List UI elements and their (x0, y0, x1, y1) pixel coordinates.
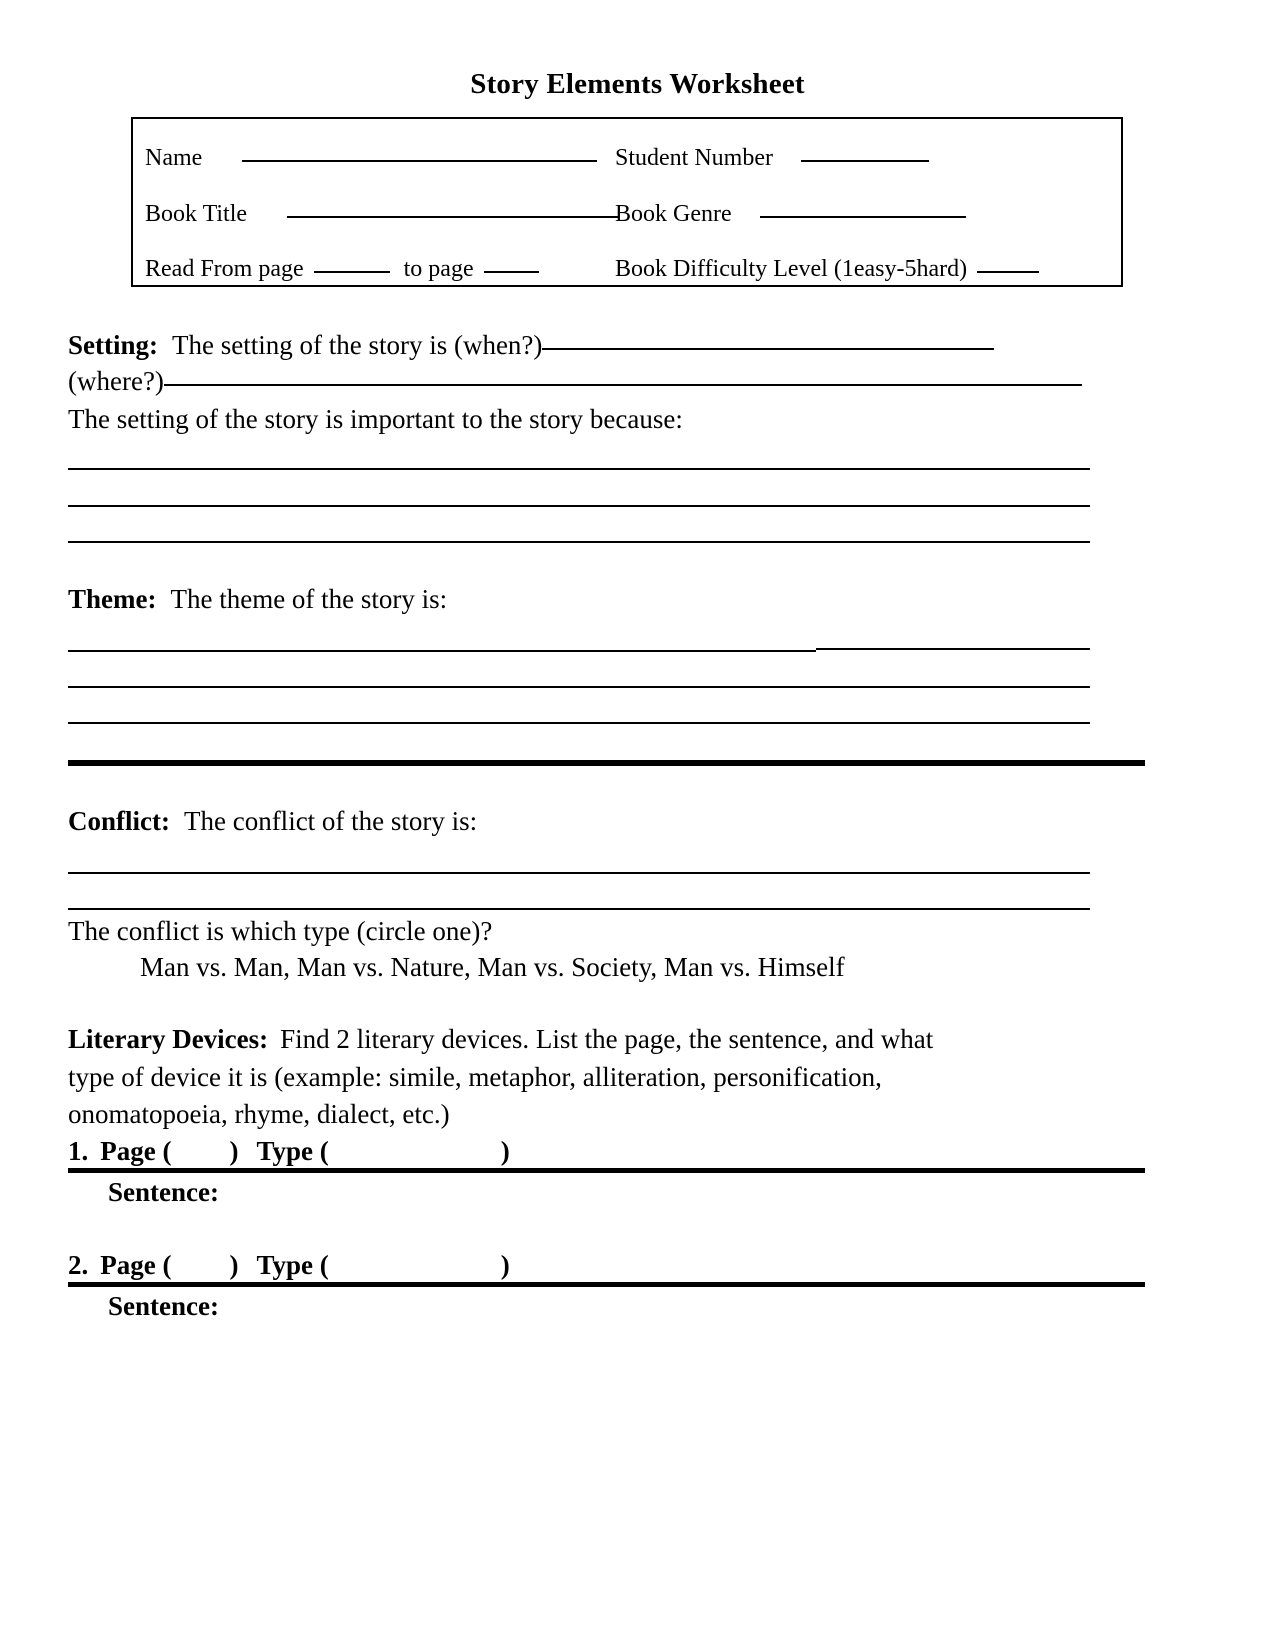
theme-answer-line-1b[interactable] (816, 648, 1090, 650)
device-item-1-page-label: Page ( (100, 1136, 172, 1166)
theme-answer-line-2[interactable] (68, 686, 1090, 688)
device-item-1-number: 1. (68, 1136, 89, 1166)
literary-devices-instructions-2: type of device it is (example: simile, metaphor, alliteration, personification, (68, 1062, 882, 1092)
device-item-2-page-close: ) (229, 1250, 239, 1280)
device-item-2-underline[interactable] (68, 1282, 1145, 1287)
conflict-answer-line-2[interactable] (68, 908, 1090, 910)
conflict-answer-line-1[interactable] (68, 872, 1090, 874)
device-item-1-sentence-label: Sentence: (108, 1177, 219, 1207)
device-item-2-row (68, 1252, 510, 1279)
device-item-2-type-close: ) (500, 1250, 510, 1280)
book-title-label: Book Title (145, 201, 248, 227)
to-page-input-blank[interactable] (484, 271, 539, 273)
device-item-1-type-close: ) (500, 1136, 510, 1166)
setting-when-line (68, 332, 994, 359)
read-from-input-blank[interactable] (314, 271, 390, 273)
name-label: Name (145, 145, 203, 171)
setting-when-blank[interactable] (542, 348, 994, 350)
setting-where-text: (where?) (68, 366, 164, 396)
conflict-prompt-line (68, 808, 477, 835)
page-title: Story Elements Worksheet (470, 68, 805, 100)
device-item-2-number: 2. (68, 1250, 89, 1280)
device-item-2-type-label: Type ( (256, 1250, 329, 1280)
theme-heading: Theme: (68, 584, 157, 614)
conflict-type-question: The conflict is which type (circle one)? (68, 916, 493, 946)
name-input-blank[interactable] (242, 160, 597, 162)
setting-when-text: The setting of the story is (when?) (172, 330, 543, 360)
book-genre-input-blank[interactable] (760, 216, 966, 218)
setting-importance-text: The setting of the story is important to the story because: (68, 404, 683, 434)
theme-prompt-text: The theme of the story is: (170, 584, 448, 614)
to-page-label: to page (403, 256, 474, 282)
setting-where-blank[interactable] (164, 384, 1082, 386)
setting-answer-line-2[interactable] (68, 505, 1090, 507)
difficulty-input-blank[interactable] (977, 271, 1039, 273)
literary-devices-line-1 (68, 1026, 933, 1053)
device-item-1-page-close: ) (229, 1136, 239, 1166)
device-item-1-underline[interactable] (68, 1168, 1145, 1173)
device-item-2-sentence-label: Sentence: (108, 1291, 219, 1321)
conflict-type-options: Man vs. Man, Man vs. Nature, Man vs. Society, Man vs. Himself (140, 952, 845, 982)
book-genre-row (615, 202, 966, 226)
book-genre-label: Book Genre (615, 201, 732, 227)
literary-devices-heading: Literary Devices: (68, 1024, 269, 1054)
setting-heading: Setting: (68, 330, 158, 360)
device-item-1-type-label: Type ( (256, 1136, 329, 1166)
difficulty-row (615, 257, 1039, 281)
theme-prompt-line (68, 586, 447, 613)
theme-answer-line-3[interactable] (68, 722, 1090, 724)
student-number-input-blank[interactable] (801, 160, 929, 162)
book-title-input-blank[interactable] (287, 216, 619, 218)
literary-devices-instructions-1: Find 2 literary devices. List the page, the sentence, and what (280, 1024, 934, 1054)
device-item-2-page-label: Page ( (100, 1250, 172, 1280)
section-divider (68, 760, 1145, 766)
setting-where-line (68, 368, 1082, 395)
literary-devices-instructions-3: onomatopoeia, rhyme, dialect, etc.) (68, 1099, 450, 1129)
read-from-label: Read From page (145, 256, 304, 282)
theme-answer-line-1a[interactable] (68, 650, 816, 652)
student-info-box (131, 117, 1123, 287)
student-number-row (615, 146, 929, 170)
student-number-label: Student Number (615, 145, 773, 171)
setting-answer-line-3[interactable] (68, 541, 1090, 543)
difficulty-label: Book Difficulty Level (1easy-5hard) (615, 256, 968, 282)
conflict-prompt-text: The conflict of the story is: (183, 806, 478, 836)
device-item-1-row (68, 1138, 510, 1165)
conflict-heading: Conflict: (68, 806, 170, 836)
setting-answer-line-1[interactable] (68, 468, 1090, 470)
